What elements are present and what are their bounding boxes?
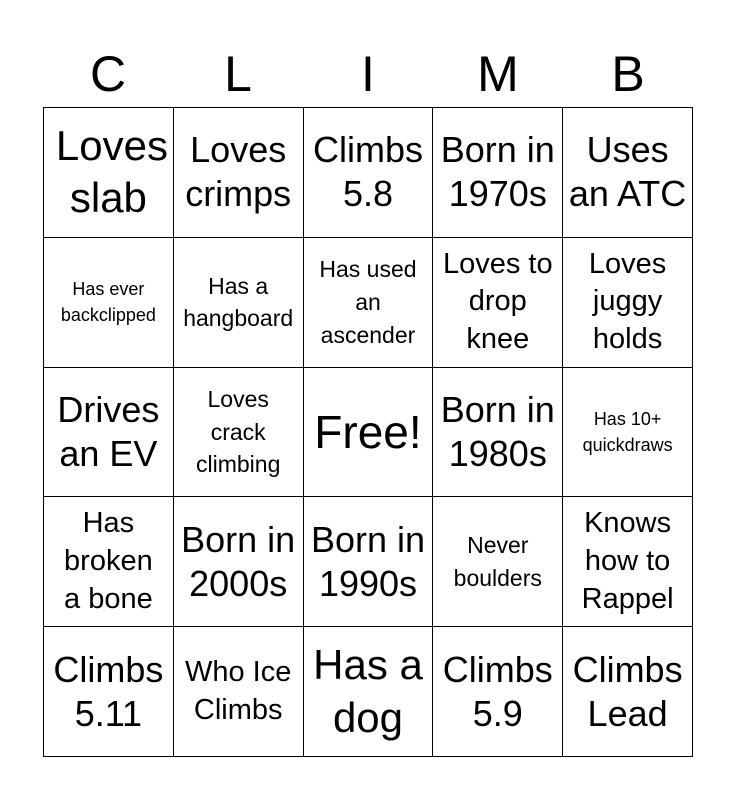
cell-label: Has 10+ quickdraws: [582, 408, 673, 455]
bingo-cell[interactable]: [433, 238, 563, 368]
cell-label: Has ever backclipped: [60, 279, 156, 326]
cell-label: Drives an EV: [57, 389, 160, 474]
cell-label: Knows how to Rappel: [581, 507, 674, 615]
cell-label: Born in 2000s: [181, 518, 296, 604]
bingo-cell[interactable]: [174, 238, 304, 368]
cell-label: Loves crack climbing: [196, 386, 281, 478]
bingo-cell[interactable]: [44, 368, 174, 498]
cell-label: Born in 1970s: [440, 129, 555, 215]
cell-label: Loves to drop knee: [442, 247, 553, 356]
cell-label: Born in 1990s: [310, 518, 426, 604]
bingo-cell[interactable]: [433, 497, 563, 627]
bingo-cell[interactable]: [304, 497, 434, 627]
bingo-cell[interactable]: [304, 238, 434, 368]
bingo-cell[interactable]: [304, 108, 434, 238]
cell-label: Climbs 5.8: [312, 129, 423, 215]
cell-label: Has a hangboard: [183, 272, 294, 332]
bingo-cell[interactable]: [563, 627, 693, 757]
bingo-cell[interactable]: [563, 497, 693, 627]
bingo-header: [43, 40, 693, 108]
cell-label: Has used an ascender: [319, 256, 417, 348]
bingo-cell[interactable]: [304, 368, 434, 498]
cell-label: Loves crimps: [185, 129, 292, 215]
cell-label: Who Ice Climbs: [185, 655, 292, 726]
bingo-cell[interactable]: [44, 497, 174, 627]
bingo-board: [43, 107, 693, 757]
header-letter-b: B: [611, 46, 645, 102]
bingo-cell[interactable]: [174, 497, 304, 627]
header-letter-i: I: [361, 46, 375, 102]
bingo-cell[interactable]: [44, 238, 174, 368]
header-letter-c: C: [89, 46, 127, 102]
cell-label: Climbs 5.9: [442, 648, 553, 734]
free-space-label: Free!: [314, 405, 422, 458]
bingo-cell[interactable]: [174, 108, 304, 238]
cell-label: Has a dog: [313, 641, 423, 741]
bingo-cell[interactable]: [433, 368, 563, 498]
header-letter-m: M: [477, 46, 519, 102]
cell-label: Uses an ATC: [568, 129, 687, 215]
bingo-cell[interactable]: [44, 627, 174, 757]
cell-label: Never boulders: [453, 532, 542, 591]
bingo-cell[interactable]: [304, 627, 434, 757]
bingo-cell[interactable]: [174, 627, 304, 757]
bingo-cell[interactable]: [563, 368, 693, 498]
cell-label: Climbs Lead: [572, 648, 683, 734]
cell-label: Loves juggy holds: [588, 247, 667, 356]
cell-label: Has broken a bone: [64, 507, 153, 615]
bingo-cell[interactable]: [563, 238, 693, 368]
cell-label: Climbs 5.11: [53, 648, 164, 734]
cell-label: Born in 1980s: [440, 389, 555, 474]
bingo-cell[interactable]: [433, 108, 563, 238]
bingo-cell[interactable]: [44, 108, 174, 238]
header-letter-l: L: [224, 46, 252, 102]
bingo-cell[interactable]: [563, 108, 693, 238]
bingo-cell[interactable]: [433, 627, 563, 757]
cell-label: Loves slab: [55, 121, 168, 222]
bingo-cell[interactable]: [174, 368, 304, 498]
